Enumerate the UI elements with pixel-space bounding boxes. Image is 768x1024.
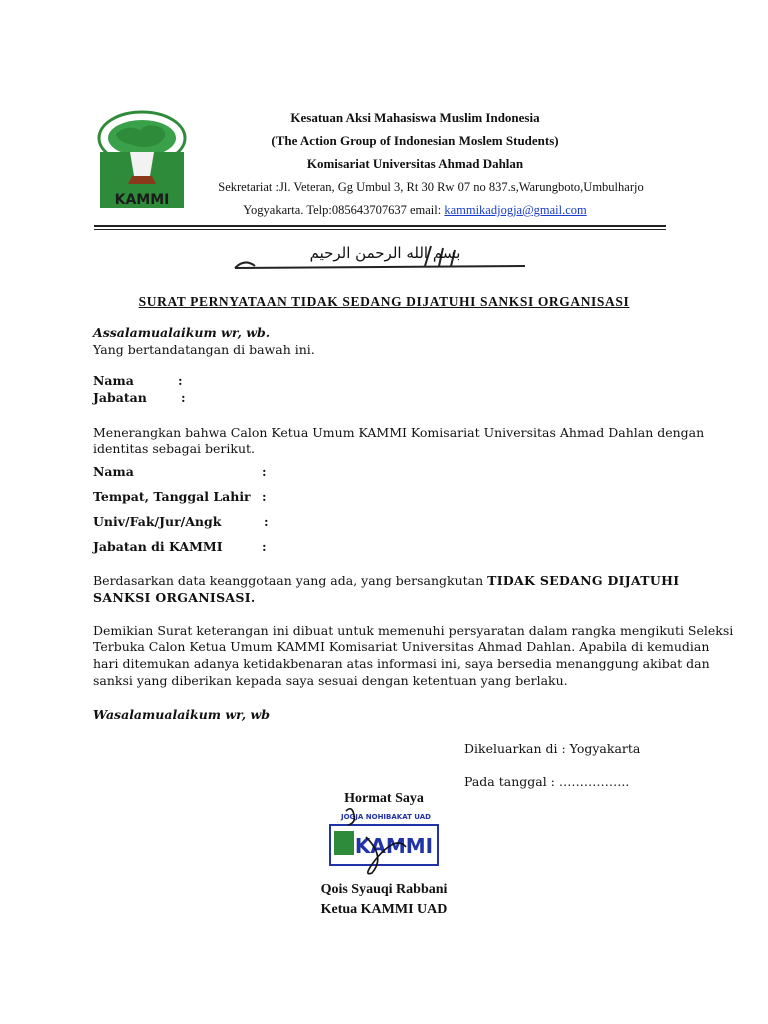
kammi-logo <box>96 106 188 210</box>
candidate-name-label: Nama <box>93 464 134 479</box>
statement-line-2: identitas sebagai berikut. <box>93 441 256 456</box>
issued-place: Dikeluarkan di : Yogyakarta <box>464 741 641 756</box>
basis-line-1 <box>93 573 679 589</box>
organization-stamp <box>326 807 442 879</box>
document-title: SURAT PERNYATAAN TIDAK SEDANG DIJATUHI SANKSI ORGANISASI <box>138 294 630 309</box>
issued-date: Pada tanggal : …………….. <box>464 774 630 789</box>
logo-text: KAMMI <box>114 192 170 208</box>
address-line-2 <box>180 203 650 218</box>
candidate-name-colon: : <box>262 464 267 479</box>
email-link[interactable]: kammikadjogja@gmail.com <box>444 203 587 217</box>
basis-bold-1: TIDAK SEDANG DIJATUHI <box>487 573 680 588</box>
greeting: Assalamualaikum wr, wb. <box>93 325 271 340</box>
header-rule-thin <box>94 229 666 230</box>
closing-line-2: Terbuka Calon Ketua Umum KAMMI Komisariat Universitas Ahmad Dahlan. Apabila di kemudian <box>93 639 710 654</box>
stamp-top-text: JOGJA NOHIBAKAT UAD <box>341 813 431 821</box>
signer-position-label: Jabatan <box>93 390 147 405</box>
basmalah-text: بسم الله الرحمن الرحيم <box>309 244 461 262</box>
farewell: Wasalamualaikum wr, wb <box>93 707 271 722</box>
signer-name: Qois Syauqi Rabbani <box>320 882 448 897</box>
candidate-birth-label: Tempat, Tanggal Lahir <box>93 489 251 504</box>
candidate-university-colon: : <box>264 514 269 529</box>
candidate-university-label: Univ/Fak/Jur/Angk <box>93 514 222 529</box>
candidate-birth-colon: : <box>262 489 267 504</box>
basis-prefix: Berdasarkan data keanggotaan yang ada, yang bersangkutan <box>93 573 488 588</box>
org-name: Kesatuan Aksi Mahasiswa Muslim Indonesia <box>290 110 540 125</box>
candidate-role-label: Jabatan di KAMMI <box>93 539 223 554</box>
org-name-en: (The Action Group of Indonesian Moslem Students) <box>271 133 559 148</box>
basis-bold-2: SANKSI ORGANISASI. <box>93 590 256 605</box>
address-phone: Yogyakarta. Telp:085643707637 email: <box>243 203 445 217</box>
stamp-main-text: KAMMI <box>354 834 434 858</box>
address-line-1: Sekretariat :Jl. Veteran, Gg Umbul 3, Rt 30 Rw 07 no 837.s,Warungboto,Umbulharjo <box>218 180 644 194</box>
intro-text: Yang bertandatangan di bawah ini. <box>93 342 315 357</box>
closing-line-3: hari ditemukan adanya ketidakbenaran atas informasi ini, saya bersedia menanggung akibat dan <box>93 656 710 671</box>
candidate-role-colon: : <box>262 539 267 554</box>
basmalah-calligraphy <box>225 240 535 278</box>
statement-line-1: Menerangkan bahwa Calon Ketua Umum KAMMI Komisariat Universitas Ahmad Dahlan dengan <box>93 425 705 440</box>
signoff: Hormat Saya <box>344 791 424 806</box>
signer-position-colon: : <box>181 390 186 405</box>
header-rule-thick <box>94 225 666 227</box>
commissariat-name: Komisariat Universitas Ahmad Dahlan <box>306 156 524 171</box>
signer-name-colon: : <box>178 373 183 388</box>
signer-position: Ketua KAMMI UAD <box>320 902 448 917</box>
signer-name-label: Nama <box>93 373 134 388</box>
closing-line-1: Demikian Surat keterangan ini dibuat untuk memenuhi persyaratan dalam rangka mengikuti Seleksi <box>93 623 734 638</box>
closing-line-4: sanksi yang diberikan kepada saya sesuai dengan ketentuan yang berlaku. <box>93 673 568 688</box>
